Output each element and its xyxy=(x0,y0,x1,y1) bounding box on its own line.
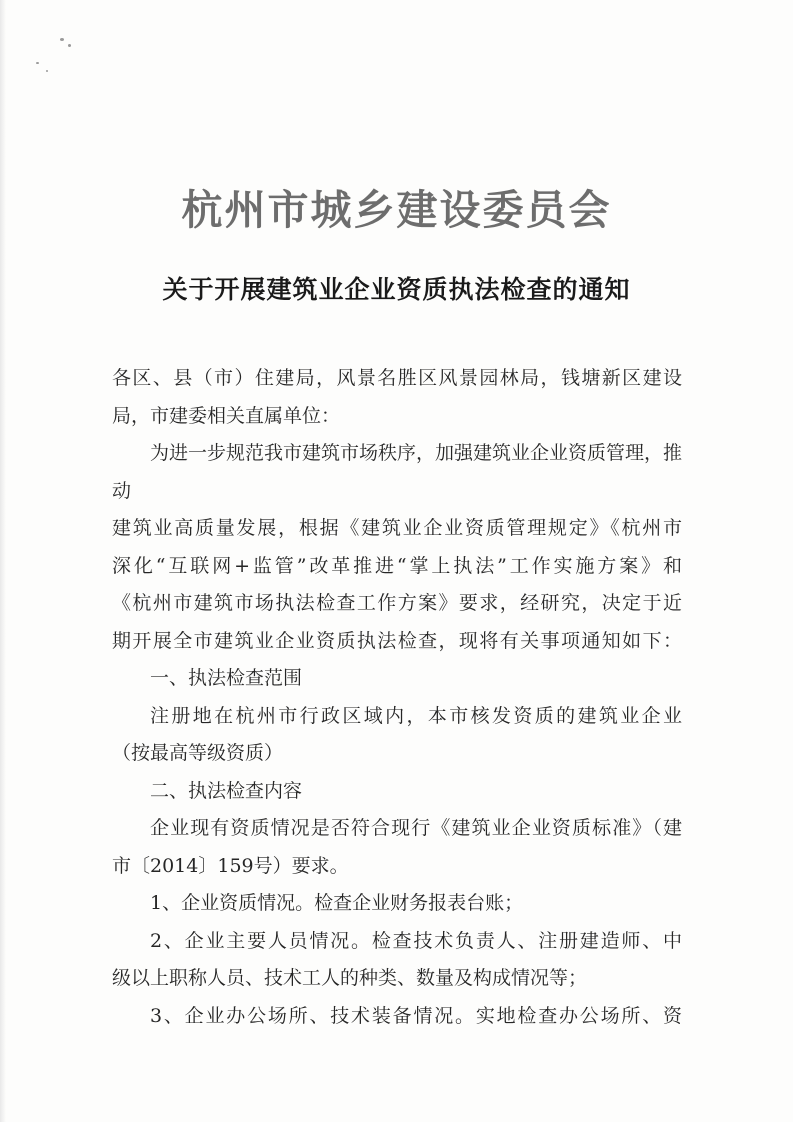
scan-edge-shadow xyxy=(0,0,6,1122)
scan-speck xyxy=(46,70,48,72)
paragraph-line: 注册地在杭州市行政区域内，本市核发资质的建筑业企业 xyxy=(150,704,682,727)
paragraph-line: 市〔2014〕159号）要求。 xyxy=(112,854,349,877)
scan-speck xyxy=(68,44,71,47)
scan-speck xyxy=(36,62,39,64)
paragraph-line: 深化“互联网+监管”改革推进“掌上执法”工作实施方案》和 xyxy=(112,554,682,577)
scan-speck xyxy=(60,38,64,41)
paragraph-line: 为进一步规范我市建筑市场秩序，加强建筑业企业资质管理，推动 xyxy=(112,442,683,502)
letterhead: 杭州市城乡建设委员会 xyxy=(181,186,612,234)
paragraph-line: 期开展全市建筑业企业资质执法检查，现将有关事项通知如下： xyxy=(112,629,682,652)
list-item: 1、企业资质情况。检查企业财务报表台账； xyxy=(150,892,524,914)
addressee-line: 局，市建委相关直属单位： xyxy=(112,404,341,427)
paragraph-line: 《杭州市建筑市场执法检查工作方案》要求，经研究，决定于近 xyxy=(112,592,682,614)
document-title: 关于开展建筑业企业资质执法检查的通知 xyxy=(162,275,631,304)
paragraph-line: 建筑业高质量发展，根据《建筑业企业资质管理规定》《杭州市 xyxy=(112,517,682,539)
list-item: 2、企业主要人员情况。检查技术负责人、注册建造师、中 xyxy=(150,929,682,952)
paragraph-line: （按最高等级资质） xyxy=(112,742,284,764)
paragraph-line: 企业现有资质情况是否符合现行《建筑业企业资质标准》（建 xyxy=(150,817,682,839)
section-heading: 二、执法检查内容 xyxy=(150,779,303,802)
addressee-line: 各区、县（市）住建局，风景名胜区风景园林局，钱塘新区建设 xyxy=(112,367,682,389)
document-body xyxy=(112,360,682,1035)
list-item: 级以上职称人员、技术工人的种类、数量及构成情况等； xyxy=(112,967,588,989)
section-heading: 一、执法检查范围 xyxy=(150,667,303,689)
list-item: 3、企业办公场所、技术装备情况。实地检查办公场所、资 xyxy=(150,1004,682,1027)
